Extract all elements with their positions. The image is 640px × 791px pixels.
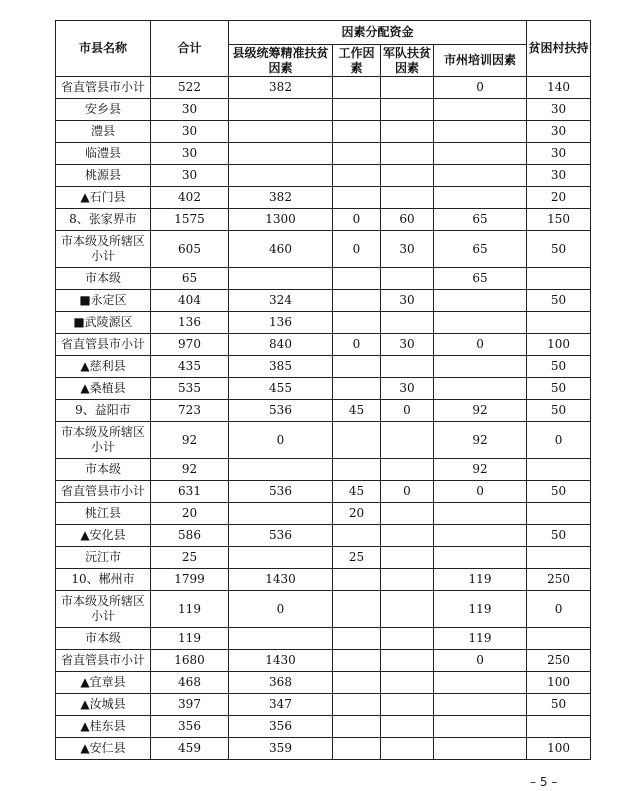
- cell-county-factor: 368: [229, 672, 333, 694]
- cell-village-support: [527, 547, 591, 569]
- cell-training-factor: 92: [434, 400, 527, 422]
- cell-total: 605: [151, 231, 229, 268]
- cell-county-factor: 382: [229, 77, 333, 99]
- cell-work-factor: 45: [333, 400, 381, 422]
- cell-name: 市本级及所辖区小计: [56, 231, 151, 268]
- header-name: 市县名称: [56, 21, 151, 77]
- cell-name: ▲汝城县: [56, 694, 151, 716]
- cell-total: 397: [151, 694, 229, 716]
- cell-county-factor: 1300: [229, 209, 333, 231]
- header-village-support: 贫困村扶持: [527, 21, 591, 77]
- cell-work-factor: 0: [333, 334, 381, 356]
- cell-work-factor: [333, 378, 381, 400]
- cell-county-factor: 356: [229, 716, 333, 738]
- header-army-factor: 军队扶贫因素: [381, 45, 434, 77]
- table-row: [56, 503, 591, 525]
- cell-village-support: [527, 628, 591, 650]
- table-row: [56, 231, 591, 268]
- table-row: [56, 121, 591, 143]
- cell-work-factor: [333, 569, 381, 591]
- table-row: [56, 99, 591, 121]
- cell-village-support: [527, 459, 591, 481]
- table-row: [56, 77, 591, 99]
- cell-village-support: 50: [527, 378, 591, 400]
- cell-county-factor: 136: [229, 312, 333, 334]
- cell-name: 省直管县市小计: [56, 77, 151, 99]
- cell-work-factor: [333, 290, 381, 312]
- cell-village-support: 140: [527, 77, 591, 99]
- table-row: [56, 650, 591, 672]
- cell-total: 1680: [151, 650, 229, 672]
- cell-total: 30: [151, 99, 229, 121]
- cell-work-factor: [333, 99, 381, 121]
- cell-total: 356: [151, 716, 229, 738]
- table-row: [56, 268, 591, 290]
- cell-work-factor: 45: [333, 481, 381, 503]
- cell-village-support: 30: [527, 165, 591, 187]
- cell-work-factor: [333, 312, 381, 334]
- cell-training-factor: [434, 503, 527, 525]
- cell-county-factor: [229, 547, 333, 569]
- cell-village-support: 100: [527, 738, 591, 760]
- cell-county-factor: 359: [229, 738, 333, 760]
- cell-army-factor: [381, 99, 434, 121]
- cell-work-factor: [333, 525, 381, 547]
- cell-county-factor: [229, 121, 333, 143]
- cell-total: 522: [151, 77, 229, 99]
- cell-village-support: 100: [527, 672, 591, 694]
- table-row: [56, 591, 591, 628]
- cell-training-factor: [434, 187, 527, 209]
- cell-name: 桃江县: [56, 503, 151, 525]
- cell-work-factor: [333, 422, 381, 459]
- table-row: [56, 672, 591, 694]
- cell-army-factor: [381, 716, 434, 738]
- cell-army-factor: [381, 312, 434, 334]
- cell-work-factor: [333, 187, 381, 209]
- cell-training-factor: [434, 547, 527, 569]
- cell-work-factor: [333, 459, 381, 481]
- cell-training-factor: 119: [434, 569, 527, 591]
- cell-name: ■武陵源区: [56, 312, 151, 334]
- cell-village-support: 50: [527, 694, 591, 716]
- table-row: [56, 209, 591, 231]
- cell-village-support: [527, 716, 591, 738]
- cell-village-support: 150: [527, 209, 591, 231]
- cell-county-factor: 1430: [229, 650, 333, 672]
- cell-training-factor: 65: [434, 268, 527, 290]
- cell-county-factor: 536: [229, 525, 333, 547]
- cell-work-factor: [333, 143, 381, 165]
- cell-work-factor: [333, 738, 381, 760]
- cell-training-factor: [434, 694, 527, 716]
- table-row: [56, 628, 591, 650]
- table-row: [56, 547, 591, 569]
- cell-work-factor: [333, 356, 381, 378]
- cell-county-factor: 455: [229, 378, 333, 400]
- header-factor-group: 因素分配资金: [229, 21, 527, 45]
- cell-training-factor: 65: [434, 231, 527, 268]
- cell-county-factor: [229, 99, 333, 121]
- cell-total: 586: [151, 525, 229, 547]
- fund-allocation-table: [55, 20, 591, 760]
- table-row: [56, 422, 591, 459]
- cell-village-support: 30: [527, 143, 591, 165]
- cell-name: ■永定区: [56, 290, 151, 312]
- cell-total: 1575: [151, 209, 229, 231]
- table-row: [56, 187, 591, 209]
- cell-name: 省直管县市小计: [56, 334, 151, 356]
- cell-village-support: 50: [527, 525, 591, 547]
- cell-total: 136: [151, 312, 229, 334]
- cell-village-support: 30: [527, 99, 591, 121]
- cell-work-factor: [333, 591, 381, 628]
- header-total: 合计: [151, 21, 229, 77]
- cell-village-support: 250: [527, 650, 591, 672]
- cell-total: 25: [151, 547, 229, 569]
- cell-county-factor: 324: [229, 290, 333, 312]
- table-row: [56, 525, 591, 547]
- header-county-factor: 县级统筹精准扶贫因素: [229, 45, 333, 77]
- cell-army-factor: [381, 672, 434, 694]
- cell-army-factor: [381, 738, 434, 760]
- cell-total: 459: [151, 738, 229, 760]
- cell-name: 10、郴州市: [56, 569, 151, 591]
- cell-name: 市本级: [56, 268, 151, 290]
- cell-army-factor: 30: [381, 231, 434, 268]
- cell-village-support: 0: [527, 591, 591, 628]
- cell-army-factor: [381, 165, 434, 187]
- cell-army-factor: 30: [381, 378, 434, 400]
- cell-name: 市本级及所辖区小计: [56, 591, 151, 628]
- cell-county-factor: [229, 143, 333, 165]
- cell-village-support: 0: [527, 422, 591, 459]
- cell-name: ▲桑植县: [56, 378, 151, 400]
- cell-training-factor: [434, 356, 527, 378]
- cell-work-factor: 0: [333, 231, 381, 268]
- cell-army-factor: [381, 569, 434, 591]
- cell-army-factor: [381, 650, 434, 672]
- cell-village-support: 50: [527, 356, 591, 378]
- cell-total: 119: [151, 628, 229, 650]
- cell-county-factor: 347: [229, 694, 333, 716]
- table-row: [56, 143, 591, 165]
- cell-army-factor: 30: [381, 334, 434, 356]
- cell-county-factor: [229, 503, 333, 525]
- cell-name: 澧县: [56, 121, 151, 143]
- cell-name: ▲安仁县: [56, 738, 151, 760]
- cell-name: 桃源县: [56, 165, 151, 187]
- cell-total: 119: [151, 591, 229, 628]
- cell-name: 9、益阳市: [56, 400, 151, 422]
- cell-training-factor: 0: [434, 650, 527, 672]
- cell-village-support: 20: [527, 187, 591, 209]
- cell-training-factor: [434, 143, 527, 165]
- cell-total: 1799: [151, 569, 229, 591]
- cell-name: ▲石门县: [56, 187, 151, 209]
- cell-training-factor: [434, 738, 527, 760]
- cell-total: 20: [151, 503, 229, 525]
- cell-name: 临澧县: [56, 143, 151, 165]
- cell-village-support: [527, 503, 591, 525]
- cell-total: 404: [151, 290, 229, 312]
- cell-total: 402: [151, 187, 229, 209]
- cell-village-support: 30: [527, 121, 591, 143]
- cell-name: 省直管县市小计: [56, 650, 151, 672]
- cell-work-factor: 25: [333, 547, 381, 569]
- cell-village-support: 250: [527, 569, 591, 591]
- table-row: [56, 356, 591, 378]
- cell-work-factor: [333, 650, 381, 672]
- cell-total: 723: [151, 400, 229, 422]
- cell-training-factor: 65: [434, 209, 527, 231]
- cell-county-factor: 460: [229, 231, 333, 268]
- cell-county-factor: [229, 165, 333, 187]
- cell-training-factor: 92: [434, 422, 527, 459]
- table-row: [56, 312, 591, 334]
- table-row: [56, 459, 591, 481]
- cell-army-factor: 30: [381, 290, 434, 312]
- cell-army-factor: [381, 628, 434, 650]
- cell-total: 468: [151, 672, 229, 694]
- table-row: [56, 569, 591, 591]
- cell-training-factor: [434, 716, 527, 738]
- cell-name: ▲慈利县: [56, 356, 151, 378]
- cell-army-factor: [381, 422, 434, 459]
- cell-county-factor: 0: [229, 591, 333, 628]
- table-row: [56, 481, 591, 503]
- cell-training-factor: 0: [434, 334, 527, 356]
- cell-army-factor: [381, 459, 434, 481]
- cell-total: 535: [151, 378, 229, 400]
- cell-village-support: 50: [527, 290, 591, 312]
- cell-total: 435: [151, 356, 229, 378]
- cell-work-factor: 0: [333, 209, 381, 231]
- page-number: – 5 –: [530, 775, 558, 789]
- cell-county-factor: [229, 459, 333, 481]
- cell-army-factor: [381, 591, 434, 628]
- cell-county-factor: 840: [229, 334, 333, 356]
- table-row: [56, 334, 591, 356]
- cell-total: 631: [151, 481, 229, 503]
- cell-county-factor: 385: [229, 356, 333, 378]
- cell-army-factor: [381, 121, 434, 143]
- cell-work-factor: [333, 628, 381, 650]
- cell-name: ▲桂东县: [56, 716, 151, 738]
- cell-training-factor: [434, 525, 527, 547]
- cell-army-factor: [381, 268, 434, 290]
- table-row: [56, 716, 591, 738]
- cell-village-support: [527, 268, 591, 290]
- cell-village-support: [527, 312, 591, 334]
- cell-name: 市本级: [56, 459, 151, 481]
- cell-name: ▲宜章县: [56, 672, 151, 694]
- cell-work-factor: [333, 694, 381, 716]
- cell-training-factor: [434, 99, 527, 121]
- cell-total: 30: [151, 121, 229, 143]
- table-row: [56, 738, 591, 760]
- cell-training-factor: 92: [434, 459, 527, 481]
- cell-county-factor: [229, 628, 333, 650]
- cell-name: 省直管县市小计: [56, 481, 151, 503]
- table-row: [56, 378, 591, 400]
- cell-army-factor: [381, 503, 434, 525]
- cell-training-factor: 0: [434, 77, 527, 99]
- header-training-factor: 市州培训因素: [434, 45, 527, 77]
- cell-training-factor: 119: [434, 628, 527, 650]
- cell-work-factor: [333, 268, 381, 290]
- table-body: [56, 77, 591, 760]
- cell-total: 30: [151, 165, 229, 187]
- cell-total: 92: [151, 459, 229, 481]
- cell-county-factor: 0: [229, 422, 333, 459]
- cell-work-factor: [333, 165, 381, 187]
- cell-army-factor: 0: [381, 400, 434, 422]
- cell-name: 8、张家界市: [56, 209, 151, 231]
- cell-army-factor: [381, 547, 434, 569]
- cell-village-support: 100: [527, 334, 591, 356]
- cell-training-factor: [434, 121, 527, 143]
- cell-total: 65: [151, 268, 229, 290]
- cell-total: 92: [151, 422, 229, 459]
- cell-training-factor: [434, 290, 527, 312]
- cell-army-factor: [381, 187, 434, 209]
- cell-name: 安乡县: [56, 99, 151, 121]
- cell-name: 沅江市: [56, 547, 151, 569]
- cell-county-factor: 536: [229, 481, 333, 503]
- cell-army-factor: [381, 525, 434, 547]
- cell-work-factor: [333, 716, 381, 738]
- cell-training-factor: 0: [434, 481, 527, 503]
- cell-training-factor: [434, 378, 527, 400]
- cell-training-factor: [434, 672, 527, 694]
- cell-army-factor: 60: [381, 209, 434, 231]
- cell-name: 市本级: [56, 628, 151, 650]
- cell-county-factor: 1430: [229, 569, 333, 591]
- table-row: [56, 290, 591, 312]
- cell-army-factor: [381, 143, 434, 165]
- cell-county-factor: 536: [229, 400, 333, 422]
- cell-village-support: 50: [527, 481, 591, 503]
- table-row: [56, 400, 591, 422]
- cell-total: 970: [151, 334, 229, 356]
- cell-army-factor: [381, 356, 434, 378]
- table-row: [56, 694, 591, 716]
- cell-name: ▲安化县: [56, 525, 151, 547]
- cell-work-factor: [333, 77, 381, 99]
- cell-work-factor: [333, 121, 381, 143]
- cell-work-factor: [333, 672, 381, 694]
- cell-county-factor: 382: [229, 187, 333, 209]
- cell-army-factor: [381, 694, 434, 716]
- cell-village-support: 50: [527, 231, 591, 268]
- cell-army-factor: 0: [381, 481, 434, 503]
- cell-training-factor: [434, 312, 527, 334]
- table-row: [56, 165, 591, 187]
- cell-village-support: 50: [527, 400, 591, 422]
- cell-training-factor: 119: [434, 591, 527, 628]
- cell-total: 30: [151, 143, 229, 165]
- table-header: [56, 21, 591, 77]
- header-work-factor: 工作因素: [333, 45, 381, 77]
- cell-work-factor: 20: [333, 503, 381, 525]
- cell-county-factor: [229, 268, 333, 290]
- cell-army-factor: [381, 77, 434, 99]
- cell-name: 市本级及所辖区小计: [56, 422, 151, 459]
- cell-training-factor: [434, 165, 527, 187]
